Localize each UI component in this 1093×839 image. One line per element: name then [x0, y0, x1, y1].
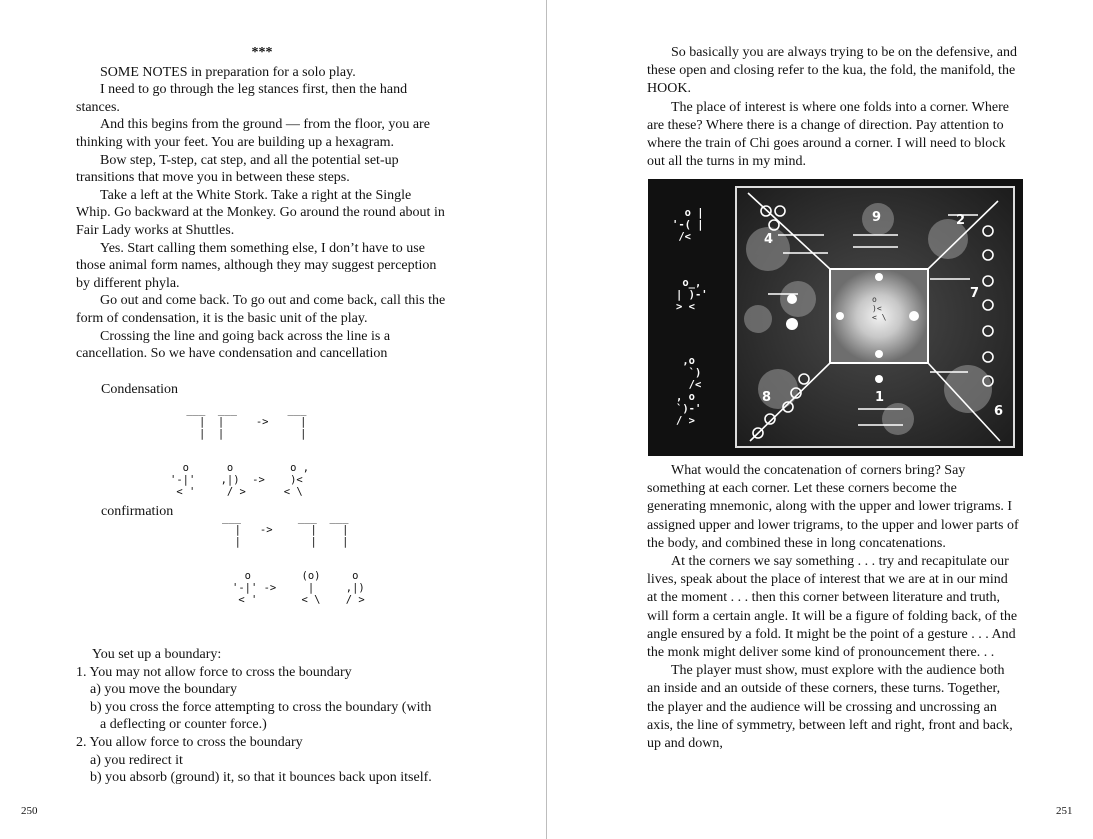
center-figure: o )< < \: [872, 295, 887, 322]
section-break: ***: [251, 45, 273, 60]
list-item: a) you move the boundary: [90, 682, 237, 698]
list-item: 1. You may not allow force to cross the boundary: [76, 664, 352, 680]
paragraph: The place of interest is where one folds into a corner. Where are these? Where there is a change of direction. Pay attention to where the train of Chi goes around a corner. I will need to block out all the turns in my mind.: [647, 99, 1009, 170]
corner-number: 4: [764, 232, 774, 247]
list-item: b) you absorb (ground) it, so that it bounces back upon itself.: [90, 770, 432, 786]
condensation-label: Condensation: [101, 382, 178, 397]
page-divider: [546, 0, 547, 839]
condensation-figures: o o o , '-|' ,|) -> )< < ' / > < \: [170, 462, 310, 498]
paragraph: Crossing the line and going back across the line is a cancellation. So we have condensation and cancellation: [76, 328, 391, 362]
confirmation-label: confirmation: [101, 504, 174, 519]
page-number-right: 251: [1056, 805, 1073, 817]
paragraph: Take a left at the White Stork. Take a right at the Single Whip. Go backward at the Monkey. Go around the round about in Fair Lady works at Shuttles.: [76, 187, 445, 238]
corner-number: 7: [970, 286, 980, 301]
paragraph: Bow step, T-step, cat step, and all the potential set-up transitions that move you in between these steps.: [76, 152, 399, 186]
list-item: 2. You allow force to cross the boundary: [76, 734, 303, 750]
paragraph: The player must show, must explore with the audience both an inside and an outside of these corners, these turns. Together, the player and the audience will be crossing and uncrossing an axis, the line of symmetry, between left and right, front and back, up and down,: [647, 663, 1013, 752]
side-figure: o_, | )-' > <: [676, 277, 708, 313]
paragraph: And this begins from the ground — from the floor, you are thinking with your feet. You are building up a hexagram.: [76, 117, 430, 150]
page-number-left: 250: [21, 805, 38, 817]
side-figure: ,o `) /< , o `)-' / >: [676, 355, 702, 427]
list-item: a deflecting or counter force.): [100, 717, 267, 733]
corner-number: 6: [994, 404, 1004, 419]
paragraph: What would the concatenation of corners bring? Say something at each corner. Let these corners become the generating mnemonic, along with the upper and lower trigrams. I assigned upper and lower trigrams, to the upper and lower parts of the body, and combined these in long concatenations.: [647, 463, 1019, 551]
side-figure: o | '-( | /<: [672, 207, 704, 243]
confirmation-figures: o (o) o '-|' -> | ,|) < ' < \ / >: [232, 570, 365, 606]
corner-number: 1: [875, 390, 885, 405]
paragraph: SOME NOTES in preparation for a solo play.: [100, 64, 356, 80]
condensation-diagram: ___ ___ ___ | | -> | | | |: [186, 404, 307, 440]
corner-number: 9: [872, 210, 882, 225]
paragraph: So basically you are always trying to be on the defensive, and these open and closing refer to the kua, the fold, the manifold, the HOOK.: [647, 45, 1018, 97]
list-item: b) you cross the force attempting to cross the boundary (with: [90, 699, 432, 715]
paragraph: I need to go through the leg stances first, then the hand stances.: [76, 82, 408, 115]
corner-number: 2: [956, 213, 966, 228]
list-intro: You set up a boundary:: [92, 647, 222, 662]
fractal-figure: [648, 179, 1023, 456]
paragraph: Yes. Start calling them something else, I don’t have to use those animal form names, although they may suggest perception by different phyla.: [76, 240, 437, 291]
boundary-list: [76, 646, 456, 787]
right-page-text-bottom: [647, 462, 1019, 753]
corner-number: 8: [762, 390, 772, 405]
left-page-text: [76, 44, 448, 363]
right-page-text-top: [647, 44, 1019, 171]
confirmation-diagram: ___ ___ ___ | -> | | | | |: [222, 512, 349, 548]
list-item: a) you redirect it: [90, 752, 183, 768]
paragraph: At the corners we say something . . . try and recapitulate our lives, speak about the place of interest that we are at in our mind at the moment . . . then this corner between literature and truth, will form a certain angle. It will be a figure of folding back, of the angle ensured by a fold. It might be the point of a gesture . . . And the monk might deliver some kind of pronouncement there. . .: [647, 554, 1018, 661]
paragraph: Go out and come back. To go out and come back, call this the form of condensation, it is the basic unit of the play.: [76, 293, 446, 326]
